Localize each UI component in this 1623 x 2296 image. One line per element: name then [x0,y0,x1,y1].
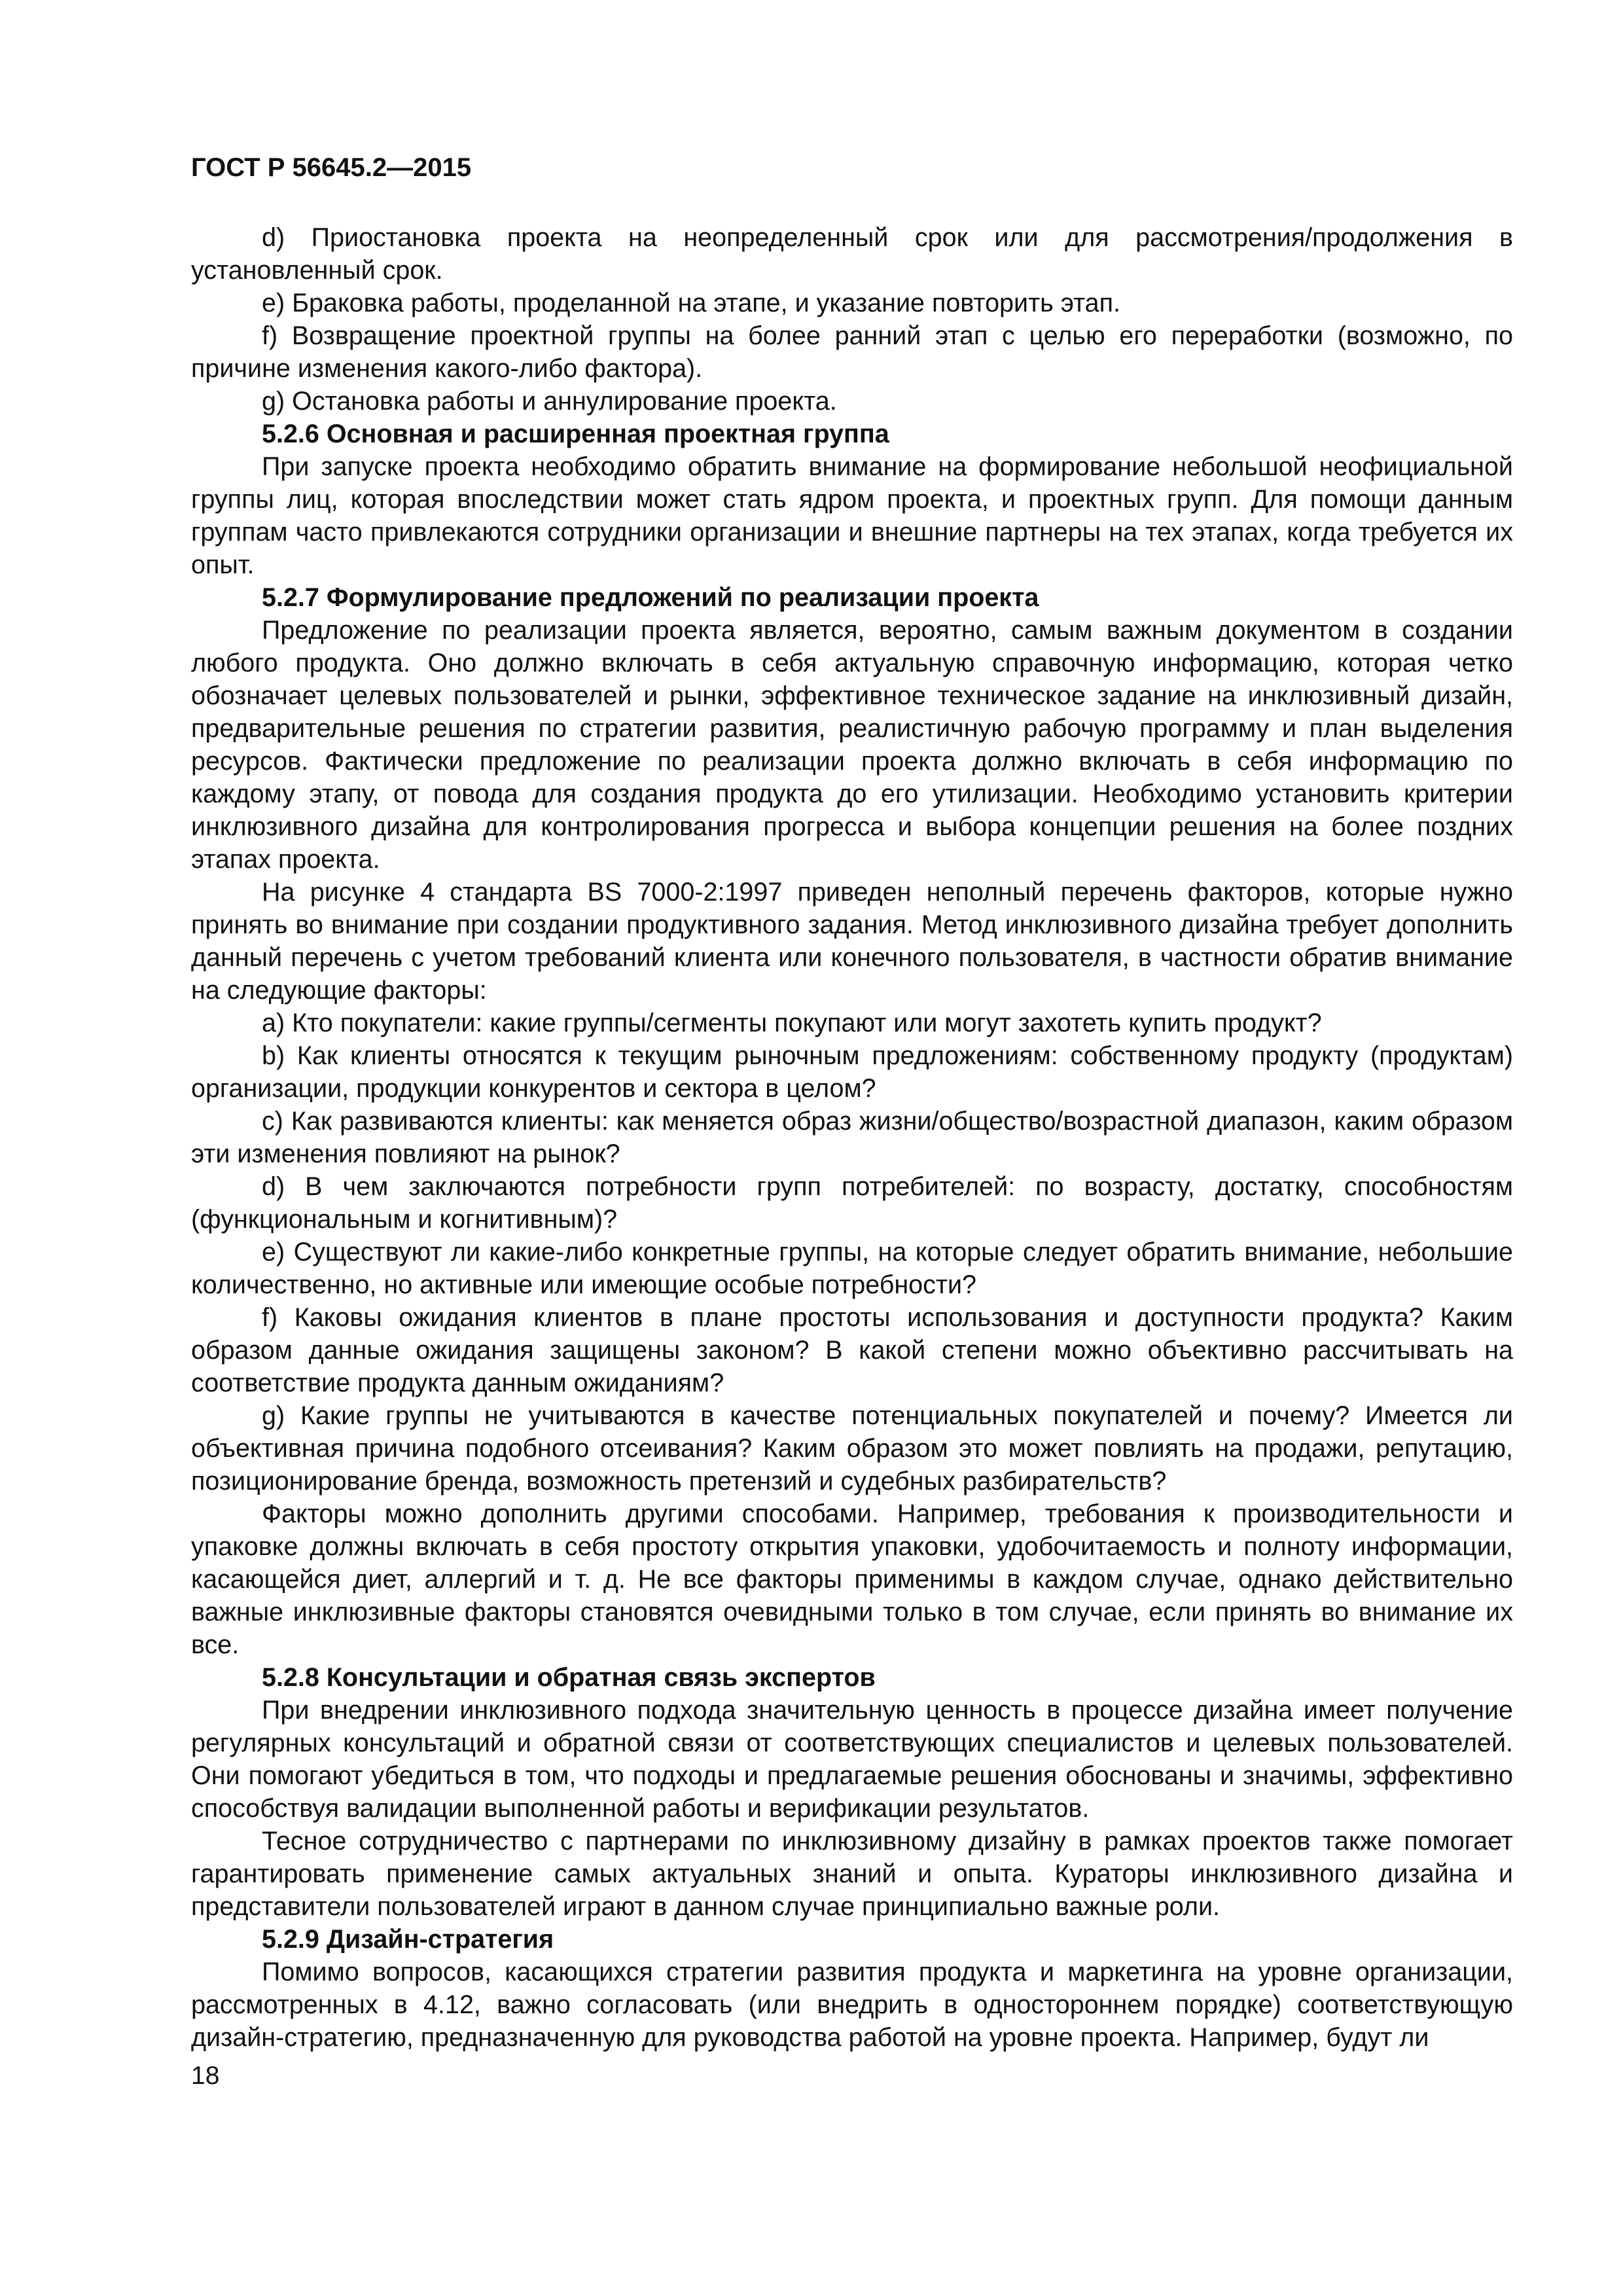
body-paragraph: Помимо вопросов, касающихся стратегии развития продукта и маркетинга на уровне организации, рассмотренных в 4.12, важно согласовать (или внедрить в одностороннем порядке) соответствующую дизайн-стратегию, предназначенную для руководства работой на уровне проекта. Например, будут ли [191,1958,1513,2052]
body-paragraph: На рисунке 4 стандарта BS 7000-2:1997 приведен неполный перечень факторов, которые нужно принять во внимание при создании продуктивного задания. Метод инклюзивного дизайна требует дополнить данный перечень с учетом требований клиента или конечного пользователя, в частности обратив внимание на следующие факторы: [191,878,1513,1005]
list-item-c: c) Как развиваются клиенты: как меняется образ жизни/общество/возрастной диапазон, каким образом эти изменения повлияют на рынок? [191,1107,1513,1168]
page-number: 18 [191,2062,220,2090]
list-item-e: e) Браковка работы, проделанной на этапе, и указание повторить этап. [262,289,1120,317]
list-item-a: a) Кто покупатели: какие группы/сегменты покупают или могут захотеть купить продукт? [262,1009,1322,1037]
document-body [191,221,1513,2054]
list-item-b: b) Как клиенты относятся к текущим рыночным предложениям: собственному продукту (продуктам) организации, продукции конкурентов и сектора в целом? [191,1041,1513,1103]
list-item-d: d) Приостановка проекта на неопределенный срок или для рассмотрения/продолжения в установленный срок. [191,223,1513,285]
section-heading-5-2-8: 5.2.8 Консультации и обратная связь экспертов [262,1663,876,1692]
list-item-e: e) Существуют ли какие-либо конкретные группы, на которые следует обратить внимание, небольшие количественно, но активные или имеющие особые потребности? [191,1238,1513,1299]
body-paragraph: Предложение по реализации проекта является, вероятно, самым важным документом в создании любого продукта. Оно должно включать в себя актуальную справочную информацию, которая четко обозначает целевых пользователей и рынки, эффективное техническое задание на инклюзивный дизайн, предварительные решения по стратегии развития, реалистичную рабочую программу и план выделения ресурсов. Фактически предложение по реализации проекта должно включать в себя информацию по каждому этапу, от повода для создания продукта до его утилизации. Необходимо установить критерии инклюзивного дизайна для контролирования прогресса и выбора концепции решения на более поздних этапах проекта. [191,616,1513,874]
list-item-f: f) Возвращение проектной группы на более ранний этап с целью его переработки (возможно, по причине изменения какого-либо фактора). [191,321,1513,383]
list-item-d: d) В чем заключаются потребности групп потребителей: по возрасту, достатку, способностям (функциональным и когнитивным)? [191,1172,1513,1234]
body-paragraph: При запуске проекта необходимо обратить внимание на формирование небольшой неофициальной группы лиц, которая впоследствии может стать ядром проекта, и проектных групп. Для помощи данным группам часто привлекаются сотрудники организации и внешние партнеры на тех этапах, когда требуется их опыт. [191,452,1513,579]
list-item-g: g) Остановка работы и аннулирование проекта. [262,387,837,416]
section-heading-5-2-7: 5.2.7 Формулирование предложений по реализации проекта [262,583,1039,612]
body-paragraph: При внедрении инклюзивного подхода значительную ценность в процессе дизайна имеет получение регулярных консультаций и обратной связи от соответствующих специалистов и целевых пользователей. Они помогают убедиться в том, что подходы и предлагаемые решения обоснованы и значимы, эффективно способствуя валидации выполненной работы и верификации результатов. [191,1696,1513,1823]
section-heading-5-2-6: 5.2.6 Основная и расширенная проектная группа [262,420,889,448]
section-heading-5-2-9: 5.2.9 Дизайн-стратегия [262,1925,554,1954]
body-paragraph: Тесное сотрудничество с партнерами по инклюзивному дизайну в рамках проектов также помогает гарантировать применение самых актуальных знаний и опыта. Кураторы инклюзивного дизайна и представители пользователей играют в данном случае принципиально важные роли. [191,1827,1513,1921]
body-paragraph: Факторы можно дополнить другими способами. Например, требования к производительности и упаковке должны включать в себя простоту открытия упаковки, удобочитаемость и полноту информации, касающейся диет, аллергий и т. д. Не все факторы применимы в каждом случае, однако действительно важные инклюзивные факторы становятся очевидными только в том случае, если принять во внимание их все. [191,1499,1513,1659]
list-item-f: f) Каковы ожидания клиентов в плане простоты использования и доступности продукта? Каким образом данные ожидания защищены законом? В какой степени можно объективно рассчитывать на соответствие продукта данным ожиданиям? [191,1303,1513,1397]
list-item-g: g) Какие группы не учитываются в качестве потенциальных покупателей и почему? Имеется ли объективная причина подобного отсеивания? Каким образом это может повлиять на продажи, репутацию, позиционирование бренда, возможность претензий и судебных разбирательств? [191,1401,1513,1496]
standard-header: ГОСТ Р 56645.2—2015 [191,153,472,182]
